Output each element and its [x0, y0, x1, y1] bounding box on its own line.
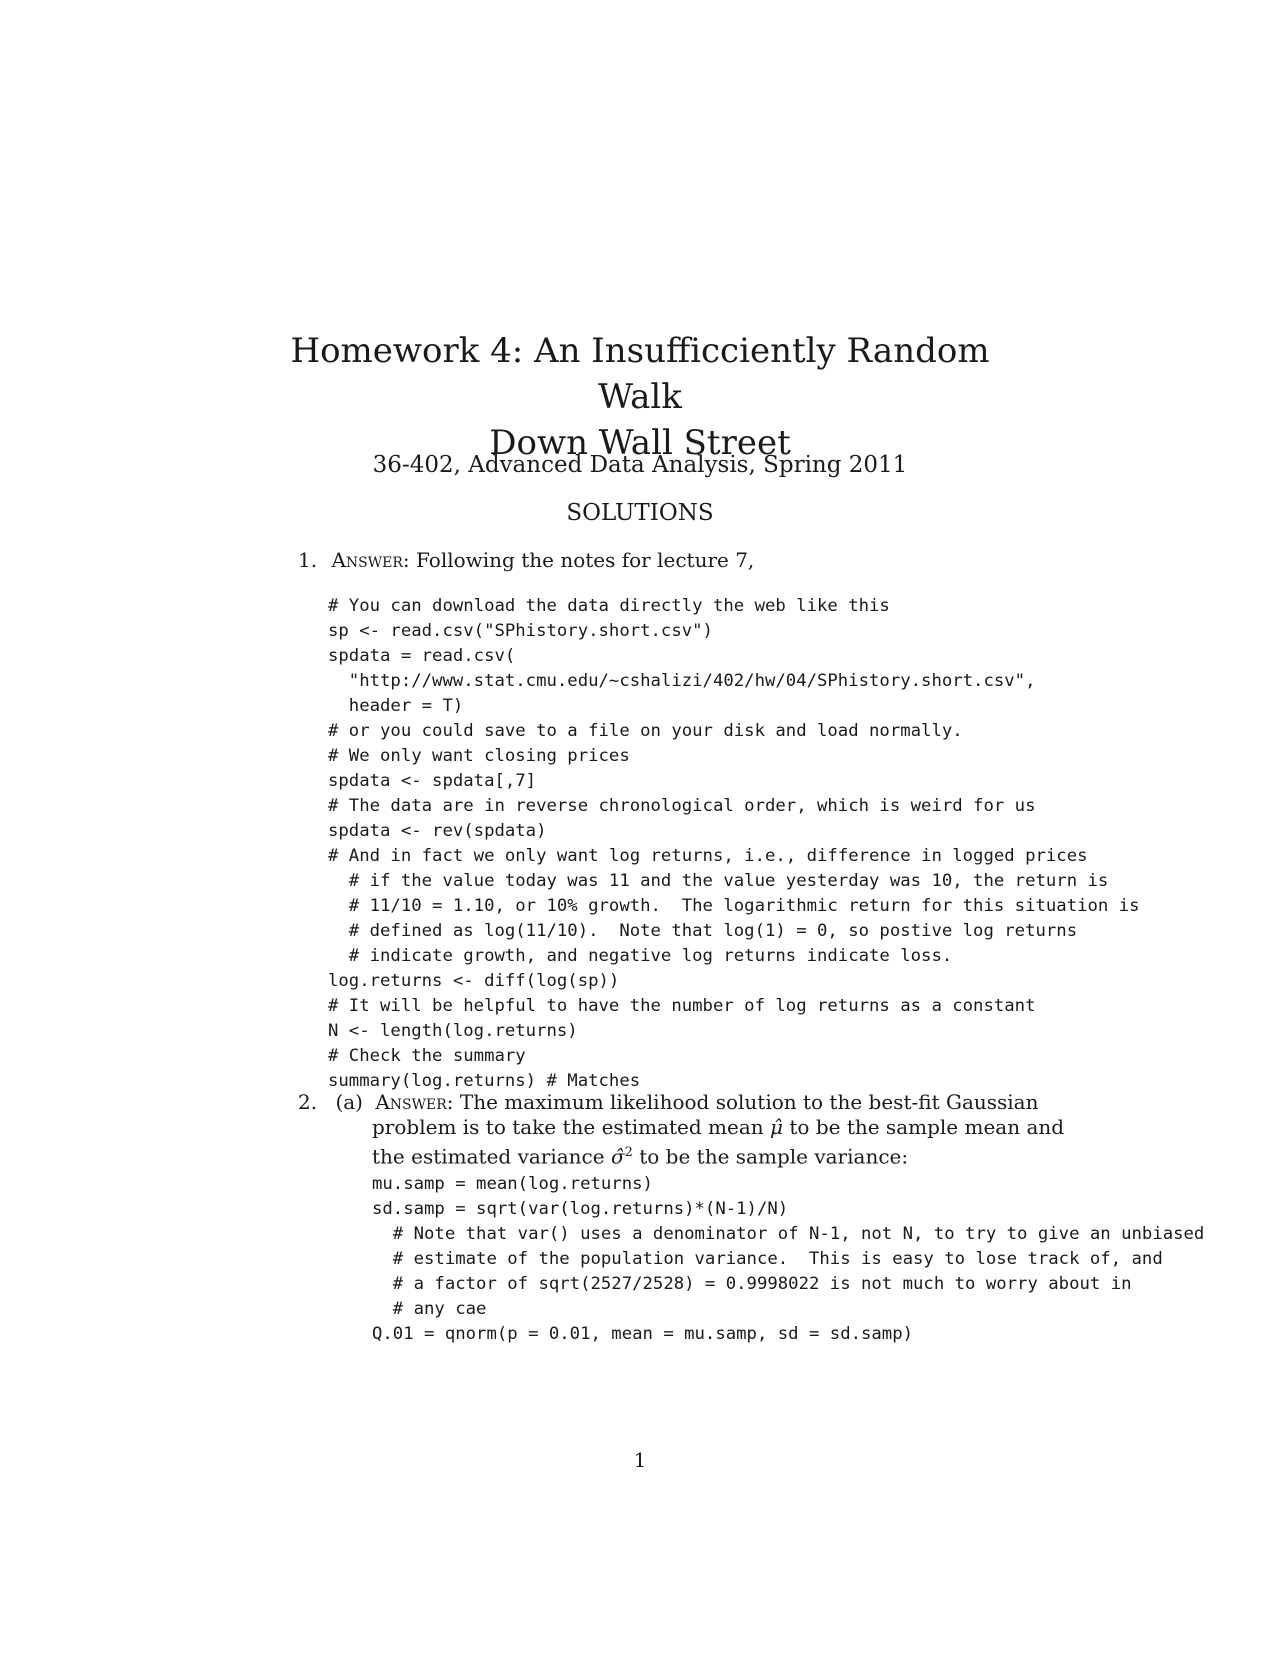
q2-paragraph: [298, 1090, 1064, 1170]
code-line: mu.samp = mean(log.returns): [372, 1174, 653, 1194]
q2-text-2a: problem is to take the estimated mean: [372, 1115, 771, 1139]
code-line: spdata <- spdata[,7]: [328, 771, 537, 791]
title-line-2: Down Wall Street: [489, 423, 791, 463]
q2-text-3b: to be the sample variance:: [632, 1144, 909, 1169]
q2-text-1: The maximum likelihood solution to the best-fit Gaussian: [459, 1090, 1039, 1114]
solutions-label: SOLUTIONS: [566, 500, 714, 526]
code-line: # any cae: [372, 1299, 487, 1319]
sigma-hat-symbol: σ̂: [610, 1144, 625, 1169]
q2-text-2b: to be the sample mean and: [783, 1115, 1065, 1139]
code-line: "http://www.stat.cmu.edu/~cshalizi/402/hw/04/SPhistory.short.csv",: [328, 671, 1036, 691]
course-subtitle: 36-402, Advanced Data Analysis, Spring 2011: [372, 452, 908, 478]
q1-code-block: [328, 594, 1140, 1094]
code-line: # a factor of sqrt(2527/2528) = 0.9998022 is not much to worry about in: [372, 1274, 1132, 1294]
document-title: [250, 328, 1030, 466]
sigma-exponent: 2: [624, 1145, 633, 1160]
code-line: spdata <- rev(spdata): [328, 821, 547, 841]
q2-answer-label: Answer:: [375, 1090, 454, 1114]
code-line: # indicate growth, and negative log returns indicate loss.: [328, 946, 953, 966]
code-line: # estimate of the population variance. This is easy to lose track of, and: [372, 1249, 1163, 1269]
code-line: # You can download the data directly the web like this: [328, 596, 890, 616]
q2-part-label: (a): [335, 1090, 363, 1114]
code-line: header = T): [328, 696, 464, 716]
q2-line-3: [298, 1140, 1064, 1170]
q1-number: 1.: [298, 548, 318, 572]
code-line: spdata = read.csv(: [328, 646, 516, 666]
code-line: # Check the summary: [328, 1046, 526, 1066]
page-number: 1: [633, 1448, 647, 1472]
q2-number: 2.: [298, 1090, 318, 1114]
code-line: # or you could save to a file on your disk and load normally.: [328, 721, 963, 741]
q1-intro: Following the notes for lecture 7,: [416, 548, 755, 572]
code-line: log.returns <- diff(log(sp)): [328, 971, 620, 991]
q1-answer-label: Answer:: [331, 548, 410, 572]
code-line: N <- length(log.returns): [328, 1021, 578, 1041]
code-line: # The data are in reverse chronological order, which is weird for us: [328, 796, 1036, 816]
q1-heading: [298, 548, 754, 573]
code-line: sp <- read.csv("SPhistory.short.csv"): [328, 621, 713, 641]
code-line: # 11/10 = 1.10, or 10% growth. The logarithmic return for this situation is: [328, 896, 1140, 916]
code-line: summary(log.returns) # Matches: [328, 1071, 641, 1091]
code-line: # if the value today was 11 and the value yesterday was 10, the return is: [328, 871, 1109, 891]
code-line: # defined as log(11/10). Note that log(1) = 0, so postive log returns: [328, 921, 1078, 941]
q2-text-3a: the estimated variance: [372, 1144, 611, 1169]
code-line: # Note that var() uses a denominator of N-1, not N, to try to give an unbiased: [372, 1224, 1205, 1244]
q2-line-1: [298, 1090, 1064, 1115]
code-line: # It will be helpful to have the number of log returns as a constant: [328, 996, 1036, 1016]
mu-hat-symbol: μ̂: [770, 1115, 784, 1139]
q2-line-2: [298, 1115, 1064, 1140]
q2-code-block: [372, 1172, 1204, 1347]
code-line: sd.samp = sqrt(var(log.returns)*(N-1)/N): [372, 1199, 789, 1219]
code-line: # And in fact we only want log returns, i.e., difference in logged prices: [328, 846, 1088, 866]
code-line: Q.01 = qnorm(p = 0.01, mean = mu.samp, sd = sd.samp): [372, 1324, 914, 1344]
code-line: # We only want closing prices: [328, 746, 630, 766]
title-line-1: Homework 4: An Insufficciently Random Walk: [290, 331, 990, 417]
